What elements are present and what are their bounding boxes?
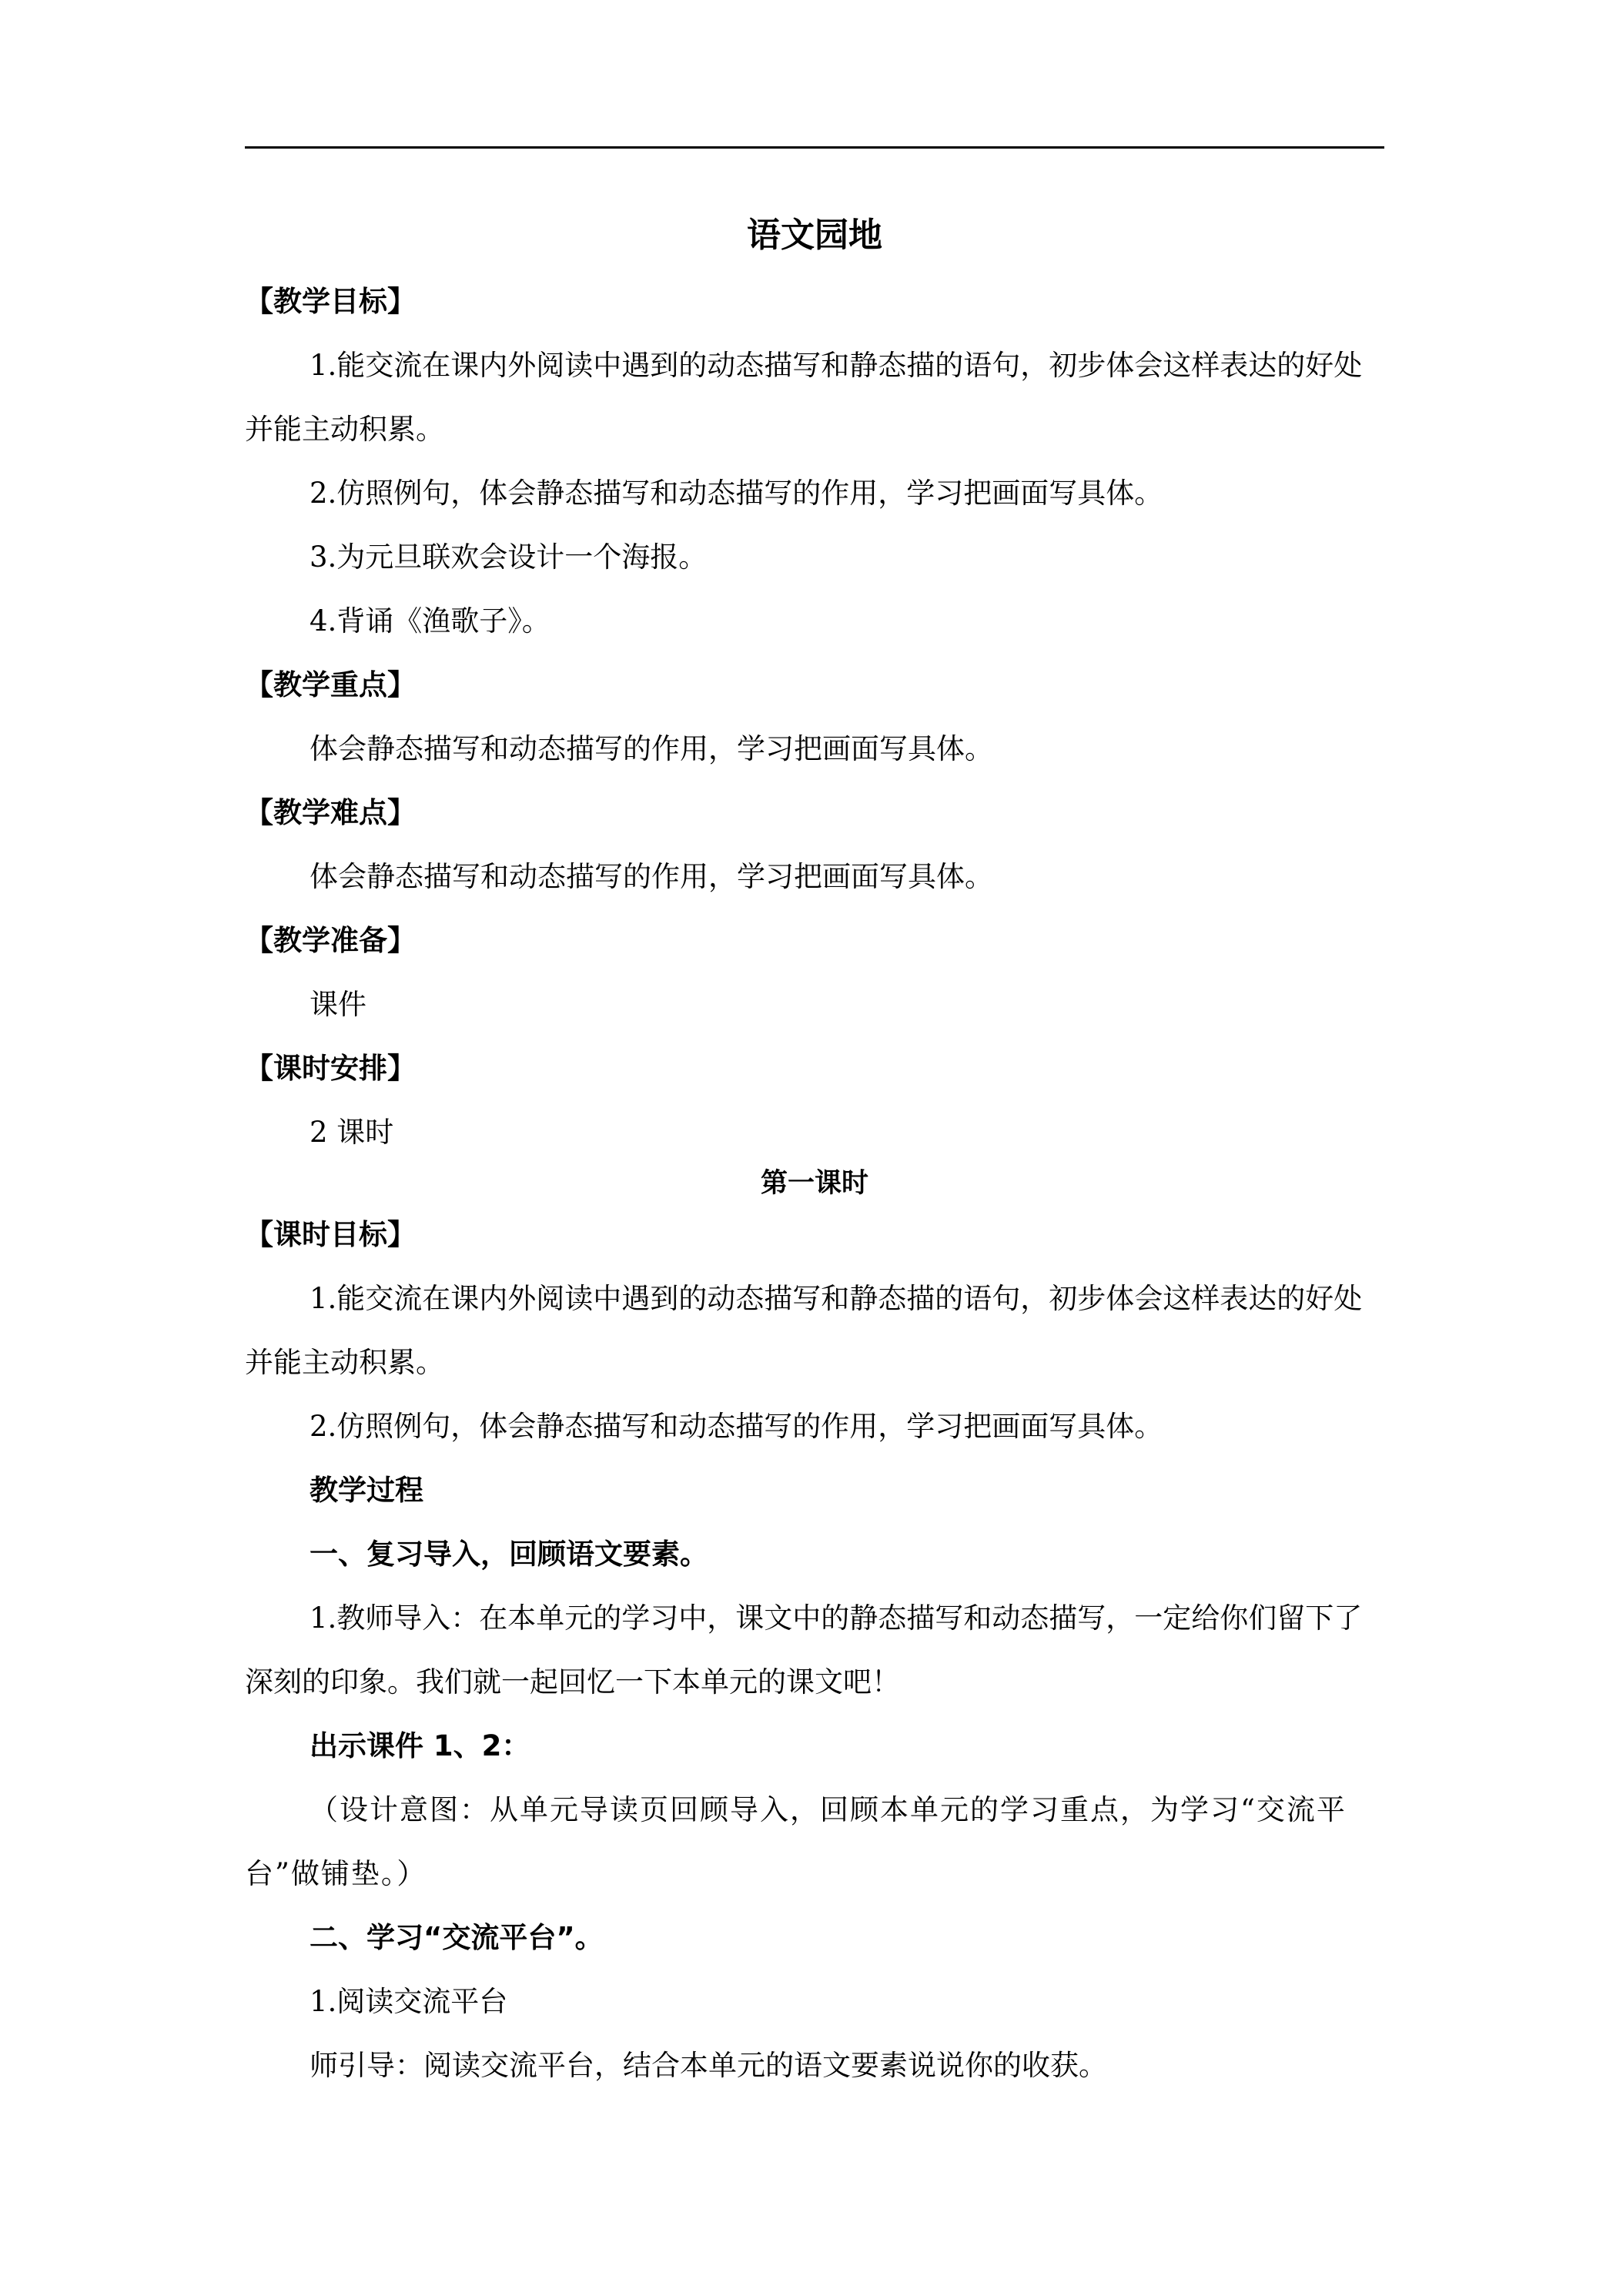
key-points-text: 体会静态描写和动态描写的作用，学习把画面写具体。 <box>310 732 993 765</box>
step2-item-1: 1.阅读交流平台 <box>310 1985 508 2018</box>
lesson-objective-2: 2.仿照例句，体会静态描写和动态描写的作用，学习把画面写具体。 <box>310 1410 1163 1443</box>
step1-courseware: 出示课件 1、2： <box>310 1729 530 1762</box>
process-heading: 教学过程 <box>310 1474 423 1507</box>
step1-design-note: （设计意图：从单元导读页回顾导入，回顾本单元的学习重点，为学习“交流平台”做铺垫。） <box>245 1793 1347 1890</box>
preparation-heading: 【教学准备】 <box>245 924 416 957</box>
objective-item-3: 3.为元旦联欢会设计一个海报。 <box>310 541 708 574</box>
document-title: 语文园地 <box>747 216 882 255</box>
key-points-heading: 【教学重点】 <box>245 668 416 701</box>
difficulties-heading: 【教学难点】 <box>245 796 416 829</box>
step1-text: 1.教师导入：在本单元的学习中，课文中的静态描写和动态描写，一定给你们留下了深刻的印象。我们就一起回忆一下本单元的课文吧！ <box>245 1602 1363 1699</box>
schedule-text: 2 课时 <box>310 1116 394 1149</box>
document-body <box>245 202 1384 2097</box>
preparation-text: 课件 <box>310 988 366 1021</box>
difficulties-text: 体会静态描写和动态描写的作用，学习把画面写具体。 <box>310 860 993 893</box>
objective-item-1: 1.能交流在课内外阅读中遇到的动态描写和静态描的语句，初步体会这样表达的好处并能主动积累。 <box>245 349 1363 446</box>
lesson-objectives-heading: 【课时目标】 <box>245 1218 416 1251</box>
schedule-heading: 【课时安排】 <box>245 1052 416 1085</box>
step2-guide: 师引导：阅读交流平台，结合本单元的语文要素说说你的收获。 <box>310 2049 1107 2082</box>
lesson-subtitle: 第一课时 <box>760 1168 868 1199</box>
objective-item-2: 2.仿照例句，体会静态描写和动态描写的作用，学习把画面写具体。 <box>310 477 1163 510</box>
objective-item-4: 4.背诵《渔歌子》。 <box>310 604 550 638</box>
lesson-objective-1: 1.能交流在课内外阅读中遇到的动态描写和静态描的语句，初步体会这样表达的好处并能主动积累。 <box>245 1282 1363 1379</box>
header-rule <box>245 146 1384 149</box>
step1-heading: 一、复习导入，回顾语文要素。 <box>310 1538 708 1571</box>
step2-heading: 二、学习“交流平台”。 <box>310 1921 604 1954</box>
document-page <box>245 0 1384 2296</box>
objectives-heading: 【教学目标】 <box>245 285 416 318</box>
